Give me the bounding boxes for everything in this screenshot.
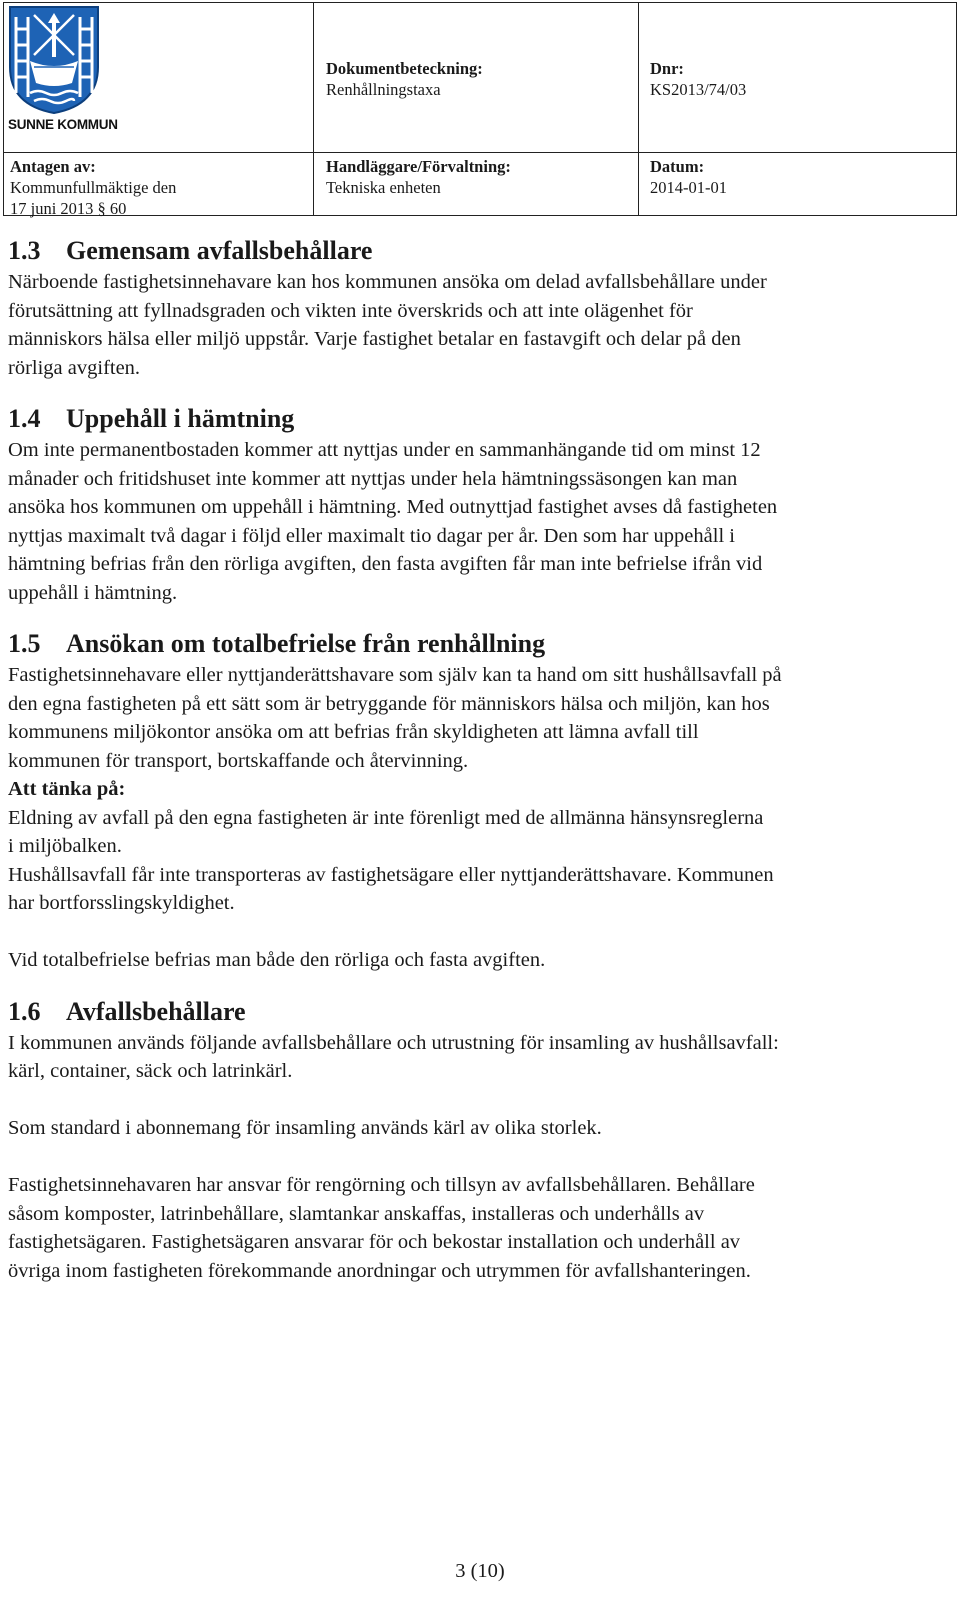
handler-department-value: Tekniska enheten: [326, 178, 441, 197]
section-title: Avfallsbehållare: [66, 996, 246, 1026]
document-date: [650, 156, 727, 198]
paragraph-line: rörliga avgiften.: [8, 356, 141, 379]
paragraph-line: I kommunen används följande avfallsbehållare och utrustning för insamling av hushållsavfall:: [8, 1031, 779, 1054]
adopted-by: [10, 156, 176, 219]
document-designation-label: Dokumentbeteckning:: [326, 59, 483, 78]
note-line: har bortforsslingskyldighet.: [8, 892, 235, 914]
section-number: 1.3: [8, 236, 41, 265]
paragraph-line: förutsättning att fyllnadsgraden och vikten inte överskrids och att inte olägenhet för: [8, 299, 693, 322]
note-line: i miljöbalken.: [8, 835, 122, 857]
logo-wordmark: SUNNE KOMMUN: [8, 117, 118, 132]
case-number: [650, 58, 746, 100]
paragraph-line: Som standard i abonnemang för insamling används kärl av olika storlek.: [8, 1117, 602, 1139]
section-number: 1.4: [8, 404, 41, 433]
case-number-label: Dnr:: [650, 59, 684, 78]
header-divider: [313, 3, 314, 215]
adopted-by-line: Kommunfullmäktige den: [10, 178, 177, 197]
paragraph-line: hämtning befrias från den rörliga avgiften, den fasta avgiften får man inte befrielse ifrån vid: [8, 553, 763, 575]
section-title: Ansökan om totalbefrielse från renhållning: [66, 629, 546, 658]
document-date-label: Datum:: [650, 157, 705, 176]
document-designation-value: Renhållningstaxa: [326, 80, 441, 99]
sunne-kommun-coat-of-arms-icon: [8, 5, 100, 115]
document-date-value: 2014-01-01: [650, 178, 727, 197]
paragraph-line: Om inte permanentbostaden kommer att nyttjas under en sammanhängande tid om minst 12: [8, 439, 761, 461]
document-designation: [326, 58, 483, 100]
header-divider: [4, 152, 956, 153]
paragraph-line: kärl, container, säck och latrinkärl.: [8, 1060, 293, 1082]
paragraph-line: övriga inom fastigheten förekommande anordningar och utrymmen för avfallshanteringen.: [8, 1259, 751, 1282]
section-title: Gemensam avfallsbehållare: [66, 236, 373, 265]
paragraph-line: Närboende fastighetsinnehavare kan hos kommunen ansöka om delad avfallsbehållare under: [8, 271, 767, 293]
handler-department-label: Handläggare/Förvaltning:: [326, 157, 511, 176]
section-heading: [8, 627, 952, 661]
section-heading: [8, 995, 952, 1029]
note-line: Hushållsavfall får inte transporteras av fastighetsägare eller nyttjanderättshavare. Kommunen: [8, 863, 774, 886]
municipality-logo: [8, 5, 118, 139]
note-label: Att tänka på:: [8, 778, 126, 800]
paragraph-line: nyttjas maximalt två dagar i följd eller maximalt tio dagar per år. Den som har uppehåll i: [8, 524, 735, 547]
adopted-by-label: Antagen av:: [10, 157, 96, 176]
handler-department: [326, 156, 511, 198]
document-body: [8, 234, 952, 1285]
paragraph-line: kommunen för transport, bortskaffande och återvinning.: [8, 749, 469, 772]
paragraph-line: den egna fastigheten på ett sätt som är betryggande för människors hälsa och miljön, kan hos: [8, 692, 770, 715]
paragraph-line: fastighetsägaren. Fastighetsägaren ansvarar för och bekostar installation och underhåll av: [8, 1231, 741, 1253]
paragraph-line: uppehåll i hämtning.: [8, 581, 178, 604]
paragraph-line: människors hälsa eller miljö uppstår. Varje fastighet betalar en fastavgift och delar på den: [8, 328, 741, 350]
note-line: Eldning av avfall på den egna fastigheten är inte förenligt med de allmänna hänsynsreglerna: [8, 806, 764, 829]
section-title: Uppehåll i hämtning: [66, 404, 295, 433]
paragraph-line: såsom komposter, latrinbehållare, slamtankar anskaffas, installeras och underhålls av: [8, 1202, 705, 1225]
section-number: 1.6: [8, 996, 41, 1026]
header-divider: [638, 3, 639, 215]
paragraph-line: månader och fritidshuset inte kommer att nyttjas under hela hämtningssäsongen kan man: [8, 467, 738, 490]
document-header-table: [3, 2, 957, 216]
paragraph-line: kommunens miljökontor ansöka om att befrias från skyldigheten att lämna avfall till: [8, 721, 699, 743]
paragraph-line: Fastighetsinnehavaren har ansvar för rengörning och tillsyn av avfallsbehållaren. Behållare: [8, 1174, 755, 1196]
case-number-value: KS2013/74/03: [650, 80, 747, 99]
adopted-by-line: 17 juni 2013 § 60: [10, 199, 127, 218]
paragraph-line: Fastighetsinnehavare eller nyttjanderättshavare som själv kan ta hand om sitt hushållsavfall på: [8, 664, 782, 686]
section-heading: [8, 234, 952, 268]
section-number: 1.5: [8, 629, 41, 658]
page-number: 3 (10): [455, 1560, 505, 1582]
section-heading: [8, 402, 952, 436]
paragraph-line: Vid totalbefrielse befrias man både den rörliga och fasta avgiften.: [8, 949, 546, 971]
paragraph-line: ansöka hos kommunen om uppehåll i hämtning. Med outnyttjad fastighet avses då fastigheten: [8, 496, 778, 518]
